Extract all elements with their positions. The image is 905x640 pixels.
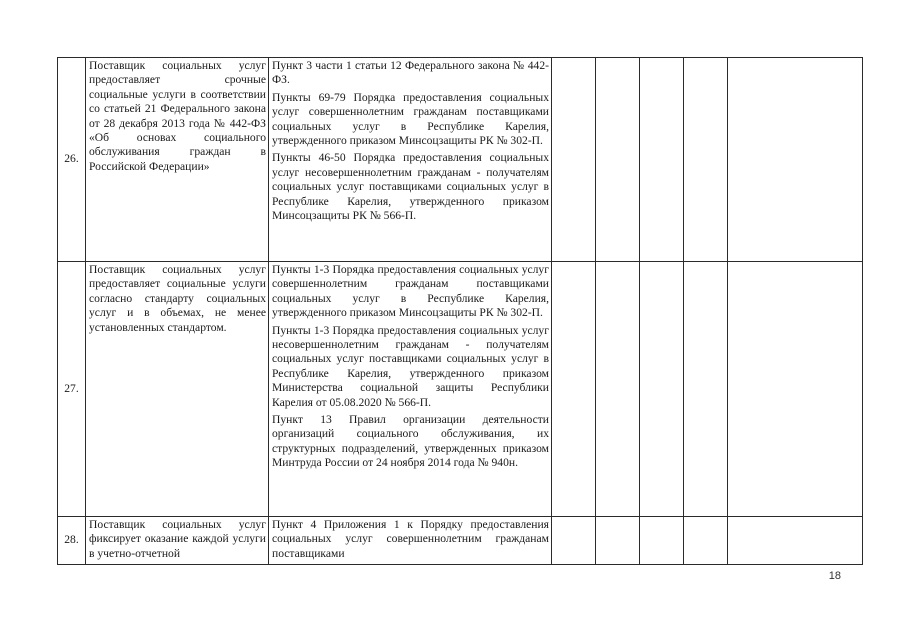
blank-cell (552, 58, 596, 262)
blank-cell (728, 262, 863, 517)
blank-cell (728, 58, 863, 262)
legal-basis-paragraph: Пункты 1-3 Порядка предоставления социальных услуг несовершеннолетним гражданам - получателям социальных услуг поставщиками социальных услуг в Республике Карелия, утвержденного приказом Министерства социальной защиты Республики Карелия от 05.08.2020 № 566-П. (272, 323, 549, 409)
legal-basis-paragraph: Пункты 1-3 Порядка предоставления социальных услуг совершеннолетним гражданам поставщиками социальных услуг в Республике Карелия, утвержденного приказом Минсоцзащиты РК № 302-П. (272, 263, 549, 320)
requirement-text: Поставщик социальных услуг предоставляет социальные услуги согласно стандарту социальных услуг и в объемах, не менее установленных стандартом. (86, 262, 269, 517)
blank-cell (596, 517, 640, 565)
table-row (58, 517, 863, 565)
legal-basis-paragraph: Пункты 46-50 Порядка предоставления социальных услуг несовершеннолетним гражданам - получателям социальных услуг поставщиками социальных услуг в Республике Карелия, утвержденного приказом Минсоцзащиты РК № 566-П. (272, 151, 549, 223)
blank-cell (640, 58, 684, 262)
blank-cell (684, 58, 728, 262)
legal-basis-paragraph: Пункт 3 части 1 статьи 12 Федерального закона № 442-ФЗ. (272, 59, 549, 87)
blank-cell (640, 262, 684, 517)
requirement-text: Поставщик социальных услуг предоставляет срочные социальные услуги в соответствии со статьей 21 Федерального закона от 28 декабря 2013 года № 442-ФЗ «Об основах социального обслуживания граждан в Российской Федерации» (86, 58, 269, 262)
legal-basis-paragraph: Пункт 4 Приложения 1 к Порядку предоставления социальных услуг совершеннолетним гражданам поставщиками (272, 518, 549, 560)
legal-basis-cell (269, 58, 552, 262)
blank-cell (684, 262, 728, 517)
legal-basis-paragraph: Пункты 69-79 Порядка предоставления социальных услуг совершеннолетним гражданам поставщиками социальных услуг в Республике Карелия, утвержденного приказом Минсоцзащиты РК № 302-П. (272, 90, 549, 148)
page-number: 18 (828, 570, 841, 582)
blank-cell (552, 262, 596, 517)
legal-basis-paragraph: Пункт 13 Правил организации деятельности организаций социального обслуживания, их структурных подразделений, утвержденных приказом Минтруда России от 24 ноября 2014 года № 940н. (272, 413, 549, 470)
blank-cell (596, 58, 640, 262)
blank-cell (640, 517, 684, 565)
row-number: 27. (58, 262, 86, 517)
blank-cell (596, 262, 640, 517)
blank-cell (684, 517, 728, 565)
legal-basis-cell (269, 262, 552, 517)
table-row (58, 262, 863, 517)
blank-cell (728, 517, 863, 565)
legal-basis-cell (269, 517, 552, 565)
row-number: 26. (58, 58, 86, 262)
blank-cell (552, 517, 596, 565)
row-number: 28. (58, 517, 86, 565)
table-row (58, 58, 863, 262)
requirement-text: Поставщик социальных услуг фиксирует оказание каждой услуги в учетно-отчетной (86, 517, 269, 565)
requirements-table (57, 57, 863, 565)
